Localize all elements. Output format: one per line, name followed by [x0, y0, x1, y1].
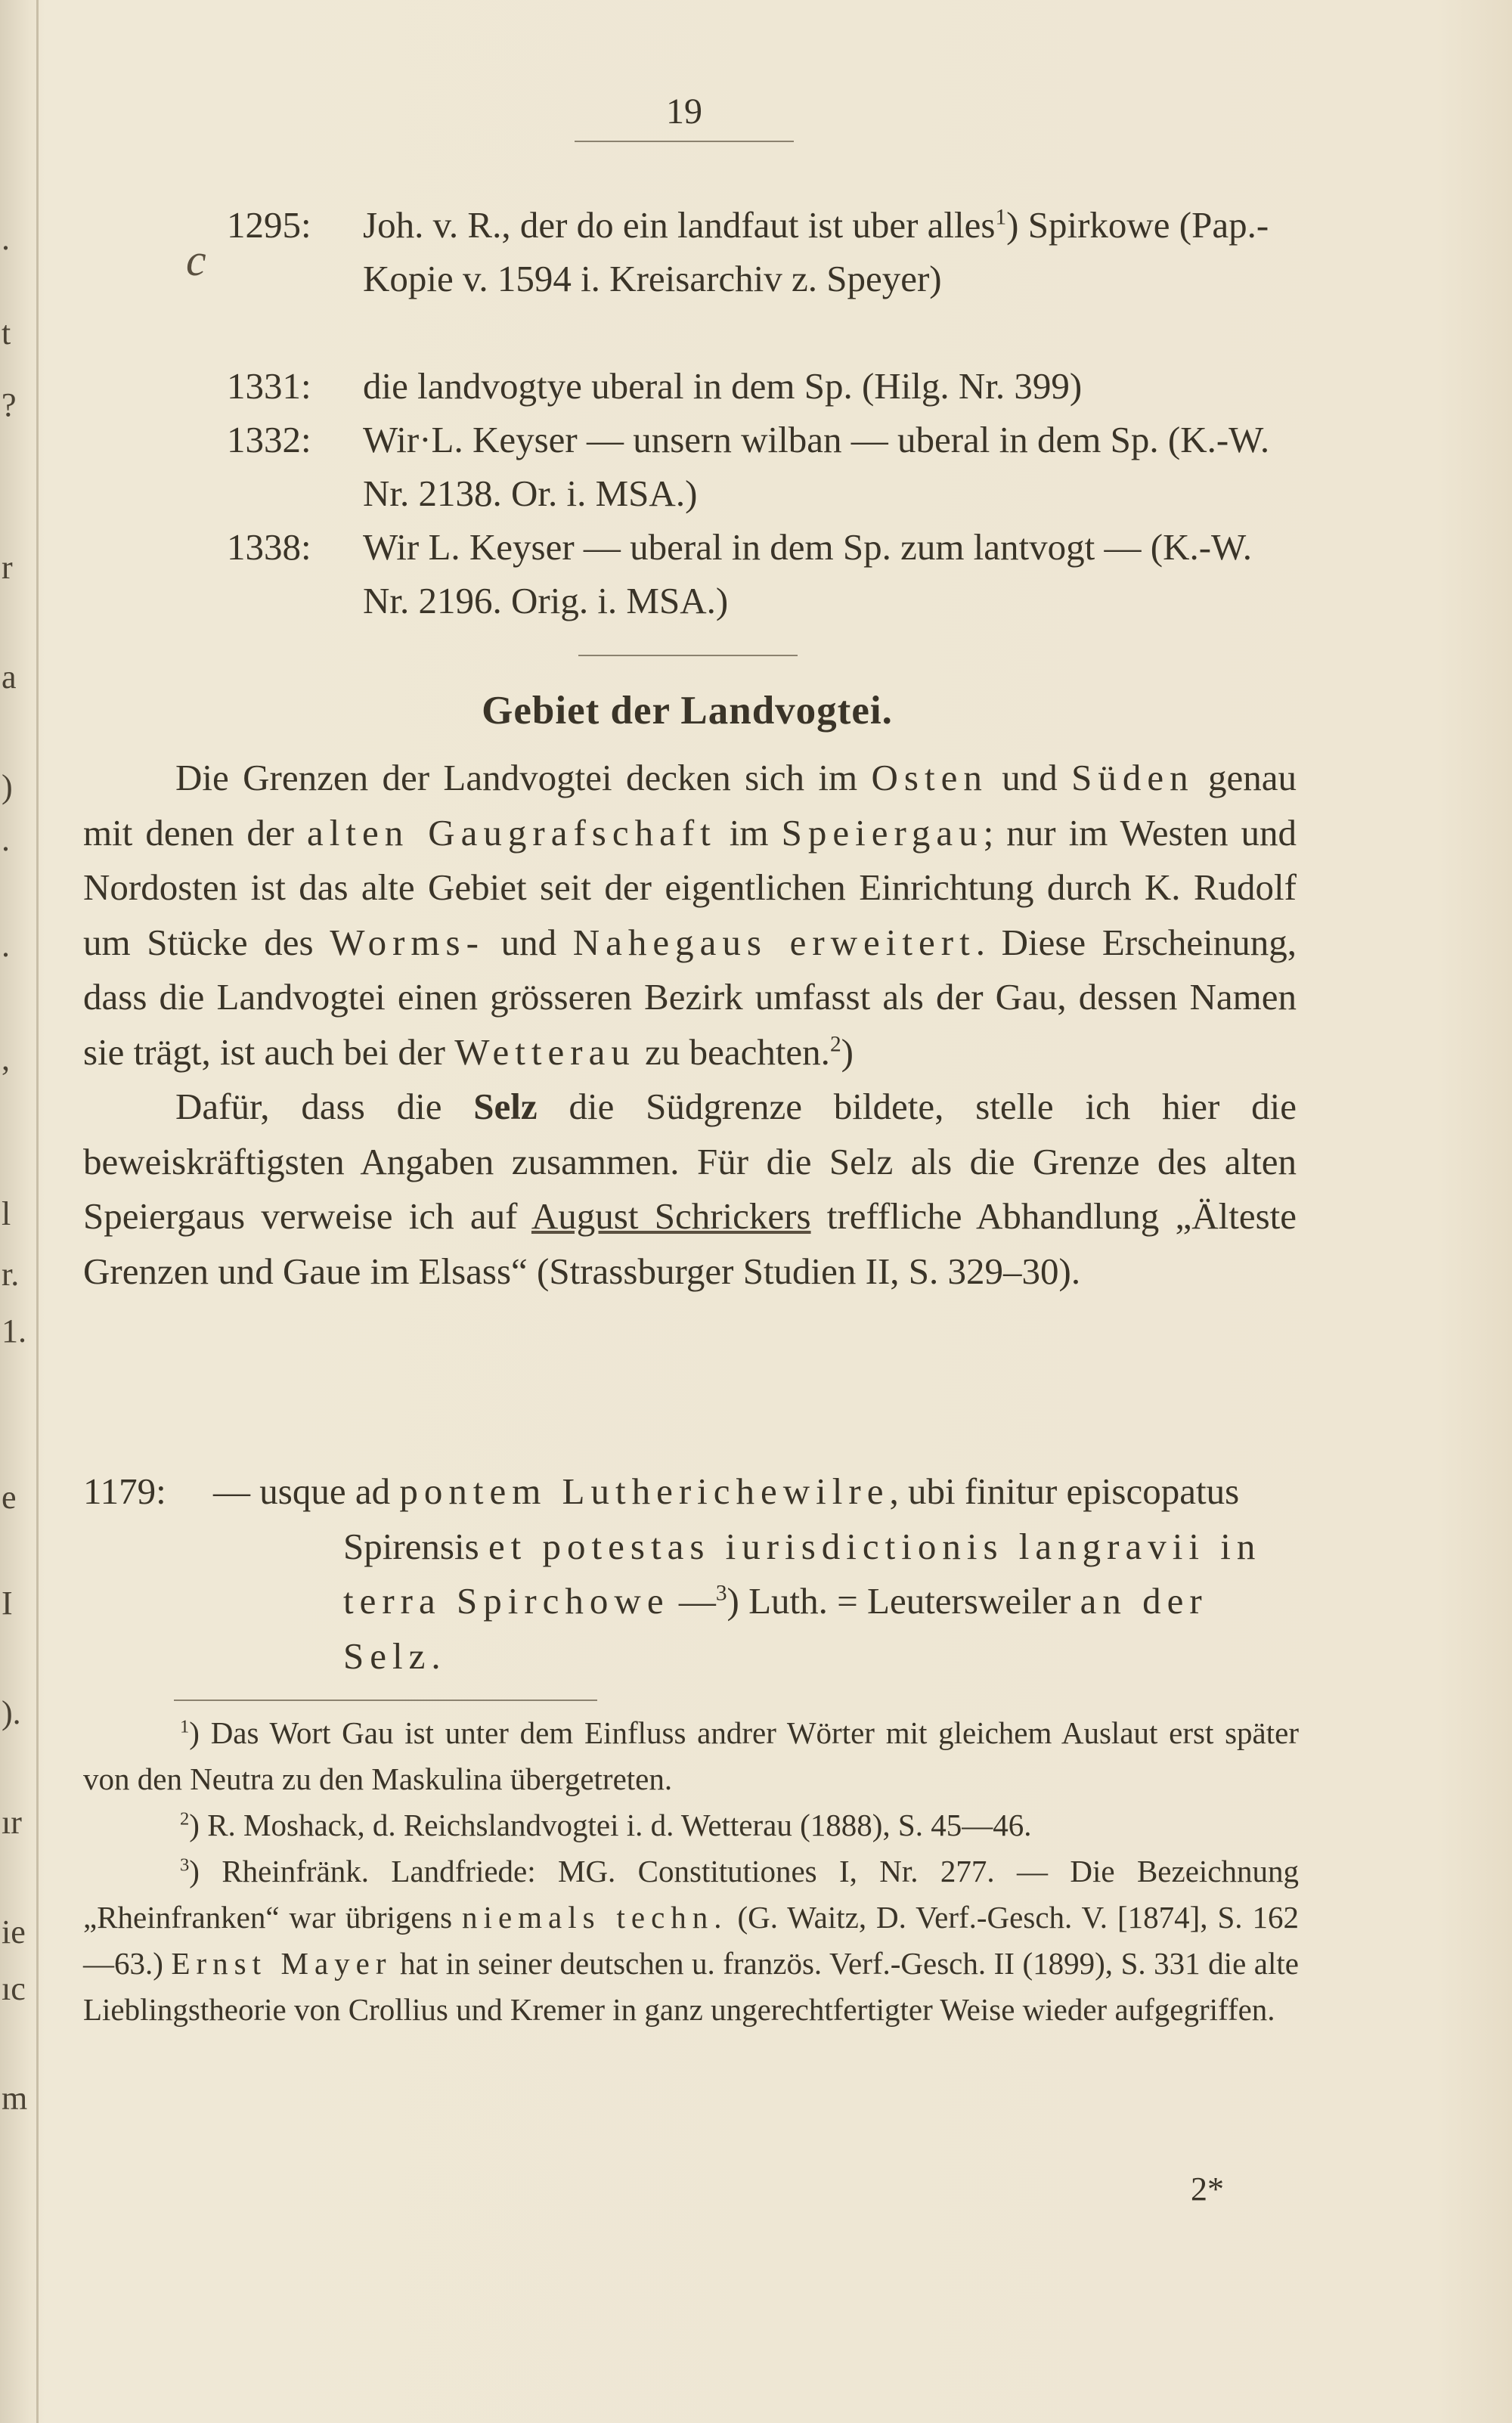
footnote-2: $^2$) R. Moshack, d. Reichslandvogtei i. d. Wetterau (1888), S. 45—46. — [180, 1808, 1032, 1842]
edge-mark: r. — [2, 1256, 20, 1293]
edge-mark: m — [2, 2080, 28, 2117]
entry-year: 1331: — [227, 365, 311, 407]
page-number: 19 — [666, 91, 702, 132]
edge-mark: e — [2, 1479, 17, 1516]
section-heading: Gebiet der Landvogtei. — [482, 689, 893, 733]
edge-mark: ? — [2, 386, 17, 423]
edge-mark: I — [2, 1585, 13, 1622]
entry-year: 1338: — [227, 526, 311, 568]
footnote-3: $^3$) Rheinfränk. Landfriede: MG. Constitutiones I, Nr. 277. — Die Bezeichnung „Rheinfranken“ war übrigens niemals techn. (G. Waitz, D. Verf.-Gesch. V. [1874], S. 162—63.) Ernst Mayer hat in seiner deutschen u. französ. Verf.-Gesch. II (1899), S. 331 die alte Lieblingstheorie von Crollius und Kremer in ganz ungerechtfertigter Weise wieder aufgegriffen. — [83, 1854, 1300, 2027]
edge-mark: a — [2, 658, 17, 696]
adjacent-page-margin — [0, 0, 35, 2423]
edge-mark: ıc — [2, 1970, 26, 2007]
paragraph-2: Dafür, dass die Selz die Südgrenze bildete, stelle ich hier die beweiskräftigsten Angaben zusammen. Für die Selz als die Grenze des alten Speiergaus verweise ich auf August Schrickers treffliche Abhandlung „Älteste Grenzen und Gaue im Elsass“ (Strassburger Studien II, S. 329–30). — [83, 1086, 1297, 1292]
entry-text: Wir·L. Keyser — unsern wilban — uberal in dem Sp. (K.-W. Nr. 2138. Or. i. MSA.) — [363, 419, 1270, 514]
record-entry-1338 — [227, 520, 1300, 627]
paragraph-1: Die Grenzen der Landvogtei decken sich im Osten und Süden genau mit denen der alten Gaugrafschaft im Speiergau; nur im Westen und Nordosten ist das alte Gebiet seit der eigentlichen Einrichtung durch K. Rudolf um Stücke des Worms- und Nahegaus erweitert. Diese Erscheinung, dass die Landvogtei einen grösseren Bezirk umfasst als der Gau, dessen Namen sie trägt, ist auch bei der Wetterau zu beachten.$^2$) — [83, 757, 1297, 1073]
edge-mark: t — [2, 314, 11, 352]
edge-mark: . — [2, 220, 10, 257]
record-entry-1332 — [227, 413, 1300, 520]
entry-year: 1295: — [227, 204, 311, 246]
entry-text: — usque ad pontem Lutherichewilre, ubi finitur episcopatus Spirensis et potestas iurisdictionis langravii in terra Spirchowe —$^3$) Luth. = Leutersweiler an der Selz. — [213, 1470, 1262, 1677]
edge-mark: l — [2, 1195, 11, 1232]
body-text — [83, 751, 1297, 1299]
edge-mark: . — [2, 927, 10, 964]
entry-year: 1332: — [227, 419, 311, 460]
printer-signature-mark: 2* — [1191, 2170, 1224, 2208]
entry-text: Wir L. Keyser — uberal in dem Sp. zum lantvogt — (K.-W. Nr. 2196. Orig. i. MSA.) — [363, 526, 1253, 621]
edge-mark: . — [2, 821, 10, 858]
footnote-rule — [174, 1700, 597, 1701]
footnote-1: $^1$) Das Wort Gau ist unter dem Einfluss andrer Wörter mit gleichem Auslaut erst später von den Neutra zu den Maskulina übergetreten. — [83, 1715, 1299, 1796]
entry-year: 1179: — [83, 1470, 166, 1512]
edge-mark: ) — [2, 768, 13, 805]
edge-mark: ie — [2, 1913, 26, 1950]
header-rule — [575, 141, 794, 142]
edge-mark: 1. — [2, 1312, 26, 1349]
footnotes — [83, 1710, 1299, 2033]
edge-mark: ). — [2, 1694, 21, 1731]
book-spine-fold — [36, 0, 39, 2423]
entry-text: Joh. v. R., der do ein landfaut ist uber alles$^1$) Spirkowe (Pap.-Kopie v. 1594 i. Kreisarchiv z. Speyer) — [363, 204, 1269, 299]
entry-text: die landvogtye uberal in dem Sp. (Hilg. Nr. 399) — [363, 365, 1083, 407]
edge-mark: ır — [2, 1804, 22, 1841]
edge-mark: , — [2, 1040, 10, 1077]
edge-mark: r — [2, 549, 13, 586]
section-rule — [578, 655, 798, 656]
record-entry-1295 — [227, 198, 1300, 305]
pencil-annotation: c — [186, 235, 206, 285]
record-entry-1331 — [227, 359, 1300, 413]
record-entry-1179 — [83, 1464, 1297, 1684]
